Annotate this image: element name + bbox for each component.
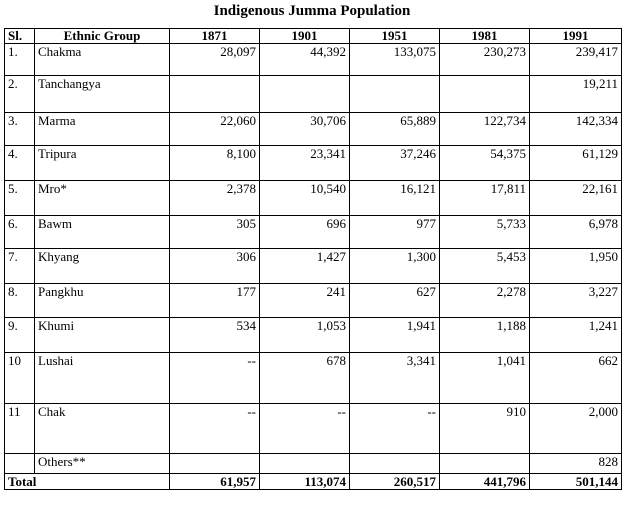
- table-row: [5, 113, 622, 146]
- row-value-1981: 54,375: [440, 146, 530, 181]
- row-value-1991: 19,211: [530, 76, 622, 113]
- row-value-1871: 534: [170, 318, 260, 353]
- row-value-1901: 23,341: [260, 146, 350, 181]
- table-row: [5, 318, 622, 353]
- row-value-1991: 1,950: [530, 249, 622, 284]
- row-value-1901: 30,706: [260, 113, 350, 146]
- row-value-1871: 8,100: [170, 146, 260, 181]
- row-serial: 9.: [5, 318, 35, 353]
- row-value-1991: 6,978: [530, 216, 622, 249]
- row-value-1871: 306: [170, 249, 260, 284]
- row-serial: 2.: [5, 76, 35, 113]
- row-ethnic-group: Chak: [35, 404, 170, 454]
- table-row: [5, 454, 622, 474]
- row-value-1951: 16,121: [350, 181, 440, 216]
- population-table: [4, 28, 622, 490]
- row-value-1871: [170, 76, 260, 113]
- row-serial: 1.: [5, 44, 35, 76]
- row-value-1951: [350, 454, 440, 474]
- row-value-1991: 1,241: [530, 318, 622, 353]
- header-row: [5, 29, 622, 44]
- row-value-1951: 977: [350, 216, 440, 249]
- row-ethnic-group: Chakma: [35, 44, 170, 76]
- row-value-1901: --: [260, 404, 350, 454]
- row-value-1991: 142,334: [530, 113, 622, 146]
- row-value-1991: 22,161: [530, 181, 622, 216]
- total-1951: 260,517: [350, 474, 440, 490]
- table-row: [5, 181, 622, 216]
- total-label: Total: [5, 474, 170, 490]
- header-1871: 1871: [170, 29, 260, 44]
- row-ethnic-group: Tanchangya: [35, 76, 170, 113]
- row-value-1951: 1,941: [350, 318, 440, 353]
- row-value-1901: 678: [260, 353, 350, 404]
- header-sl: Sl.: [5, 29, 35, 44]
- row-value-1951: 133,075: [350, 44, 440, 76]
- row-value-1981: [440, 76, 530, 113]
- row-value-1981: 122,734: [440, 113, 530, 146]
- table-row: [5, 404, 622, 454]
- row-value-1871: [170, 454, 260, 474]
- row-ethnic-group: Others**: [35, 454, 170, 474]
- row-value-1991: 3,227: [530, 284, 622, 318]
- row-value-1951: [350, 76, 440, 113]
- table-row: [5, 146, 622, 181]
- row-ethnic-group: Khumi: [35, 318, 170, 353]
- table-title: Indigenous Jumma Population: [213, 3, 411, 19]
- row-value-1981: 1,188: [440, 318, 530, 353]
- row-serial: 6.: [5, 216, 35, 249]
- header-ethnic-group: Ethnic Group: [35, 29, 170, 44]
- row-value-1991: 828: [530, 454, 622, 474]
- table-row: [5, 216, 622, 249]
- row-ethnic-group: Mro*: [35, 181, 170, 216]
- row-value-1981: 230,273: [440, 44, 530, 76]
- table-row: [5, 284, 622, 318]
- total-1901: 113,074: [260, 474, 350, 490]
- header-1981: 1981: [440, 29, 530, 44]
- row-serial: 3.: [5, 113, 35, 146]
- row-value-1901: 1,053: [260, 318, 350, 353]
- row-ethnic-group: Marma: [35, 113, 170, 146]
- row-ethnic-group: Pangkhu: [35, 284, 170, 318]
- row-value-1901: 696: [260, 216, 350, 249]
- row-ethnic-group: Bawm: [35, 216, 170, 249]
- row-serial: 8.: [5, 284, 35, 318]
- row-value-1951: 3,341: [350, 353, 440, 404]
- row-ethnic-group: Tripura: [35, 146, 170, 181]
- total-1981: 441,796: [440, 474, 530, 490]
- row-value-1981: [440, 454, 530, 474]
- row-value-1871: 22,060: [170, 113, 260, 146]
- row-value-1981: 910: [440, 404, 530, 454]
- row-value-1991: 2,000: [530, 404, 622, 454]
- row-value-1951: 65,889: [350, 113, 440, 146]
- table-row: [5, 44, 622, 76]
- row-value-1871: 2,378: [170, 181, 260, 216]
- row-value-1901: 241: [260, 284, 350, 318]
- table-row: [5, 76, 622, 113]
- table-row: [5, 249, 622, 284]
- row-value-1901: 10,540: [260, 181, 350, 216]
- row-value-1871: --: [170, 353, 260, 404]
- row-ethnic-group: Lushai: [35, 353, 170, 404]
- row-serial: 7.: [5, 249, 35, 284]
- row-value-1871: --: [170, 404, 260, 454]
- row-value-1901: [260, 76, 350, 113]
- row-value-1871: 177: [170, 284, 260, 318]
- row-serial: 11: [5, 404, 35, 454]
- row-value-1901: 1,427: [260, 249, 350, 284]
- total-row: [5, 474, 622, 490]
- row-serial: 4.: [5, 146, 35, 181]
- row-value-1981: 17,811: [440, 181, 530, 216]
- row-serial: 10: [5, 353, 35, 404]
- row-value-1991: 239,417: [530, 44, 622, 76]
- row-value-1981: 5,733: [440, 216, 530, 249]
- row-value-1981: 5,453: [440, 249, 530, 284]
- row-value-1951: 37,246: [350, 146, 440, 181]
- row-value-1981: 2,278: [440, 284, 530, 318]
- header-1991: 1991: [530, 29, 622, 44]
- row-serial: 5.: [5, 181, 35, 216]
- row-serial: [5, 454, 35, 474]
- row-value-1951: 1,300: [350, 249, 440, 284]
- row-ethnic-group: Khyang: [35, 249, 170, 284]
- row-value-1901: 44,392: [260, 44, 350, 76]
- total-1871: 61,957: [170, 474, 260, 490]
- row-value-1871: 305: [170, 216, 260, 249]
- header-1951: 1951: [350, 29, 440, 44]
- row-value-1981: 1,041: [440, 353, 530, 404]
- row-value-1901: [260, 454, 350, 474]
- row-value-1991: 61,129: [530, 146, 622, 181]
- row-value-1951: 627: [350, 284, 440, 318]
- header-1901: 1901: [260, 29, 350, 44]
- total-1991: 501,144: [530, 474, 622, 490]
- row-value-1871: 28,097: [170, 44, 260, 76]
- row-value-1951: --: [350, 404, 440, 454]
- row-value-1991: 662: [530, 353, 622, 404]
- table-row: [5, 353, 622, 404]
